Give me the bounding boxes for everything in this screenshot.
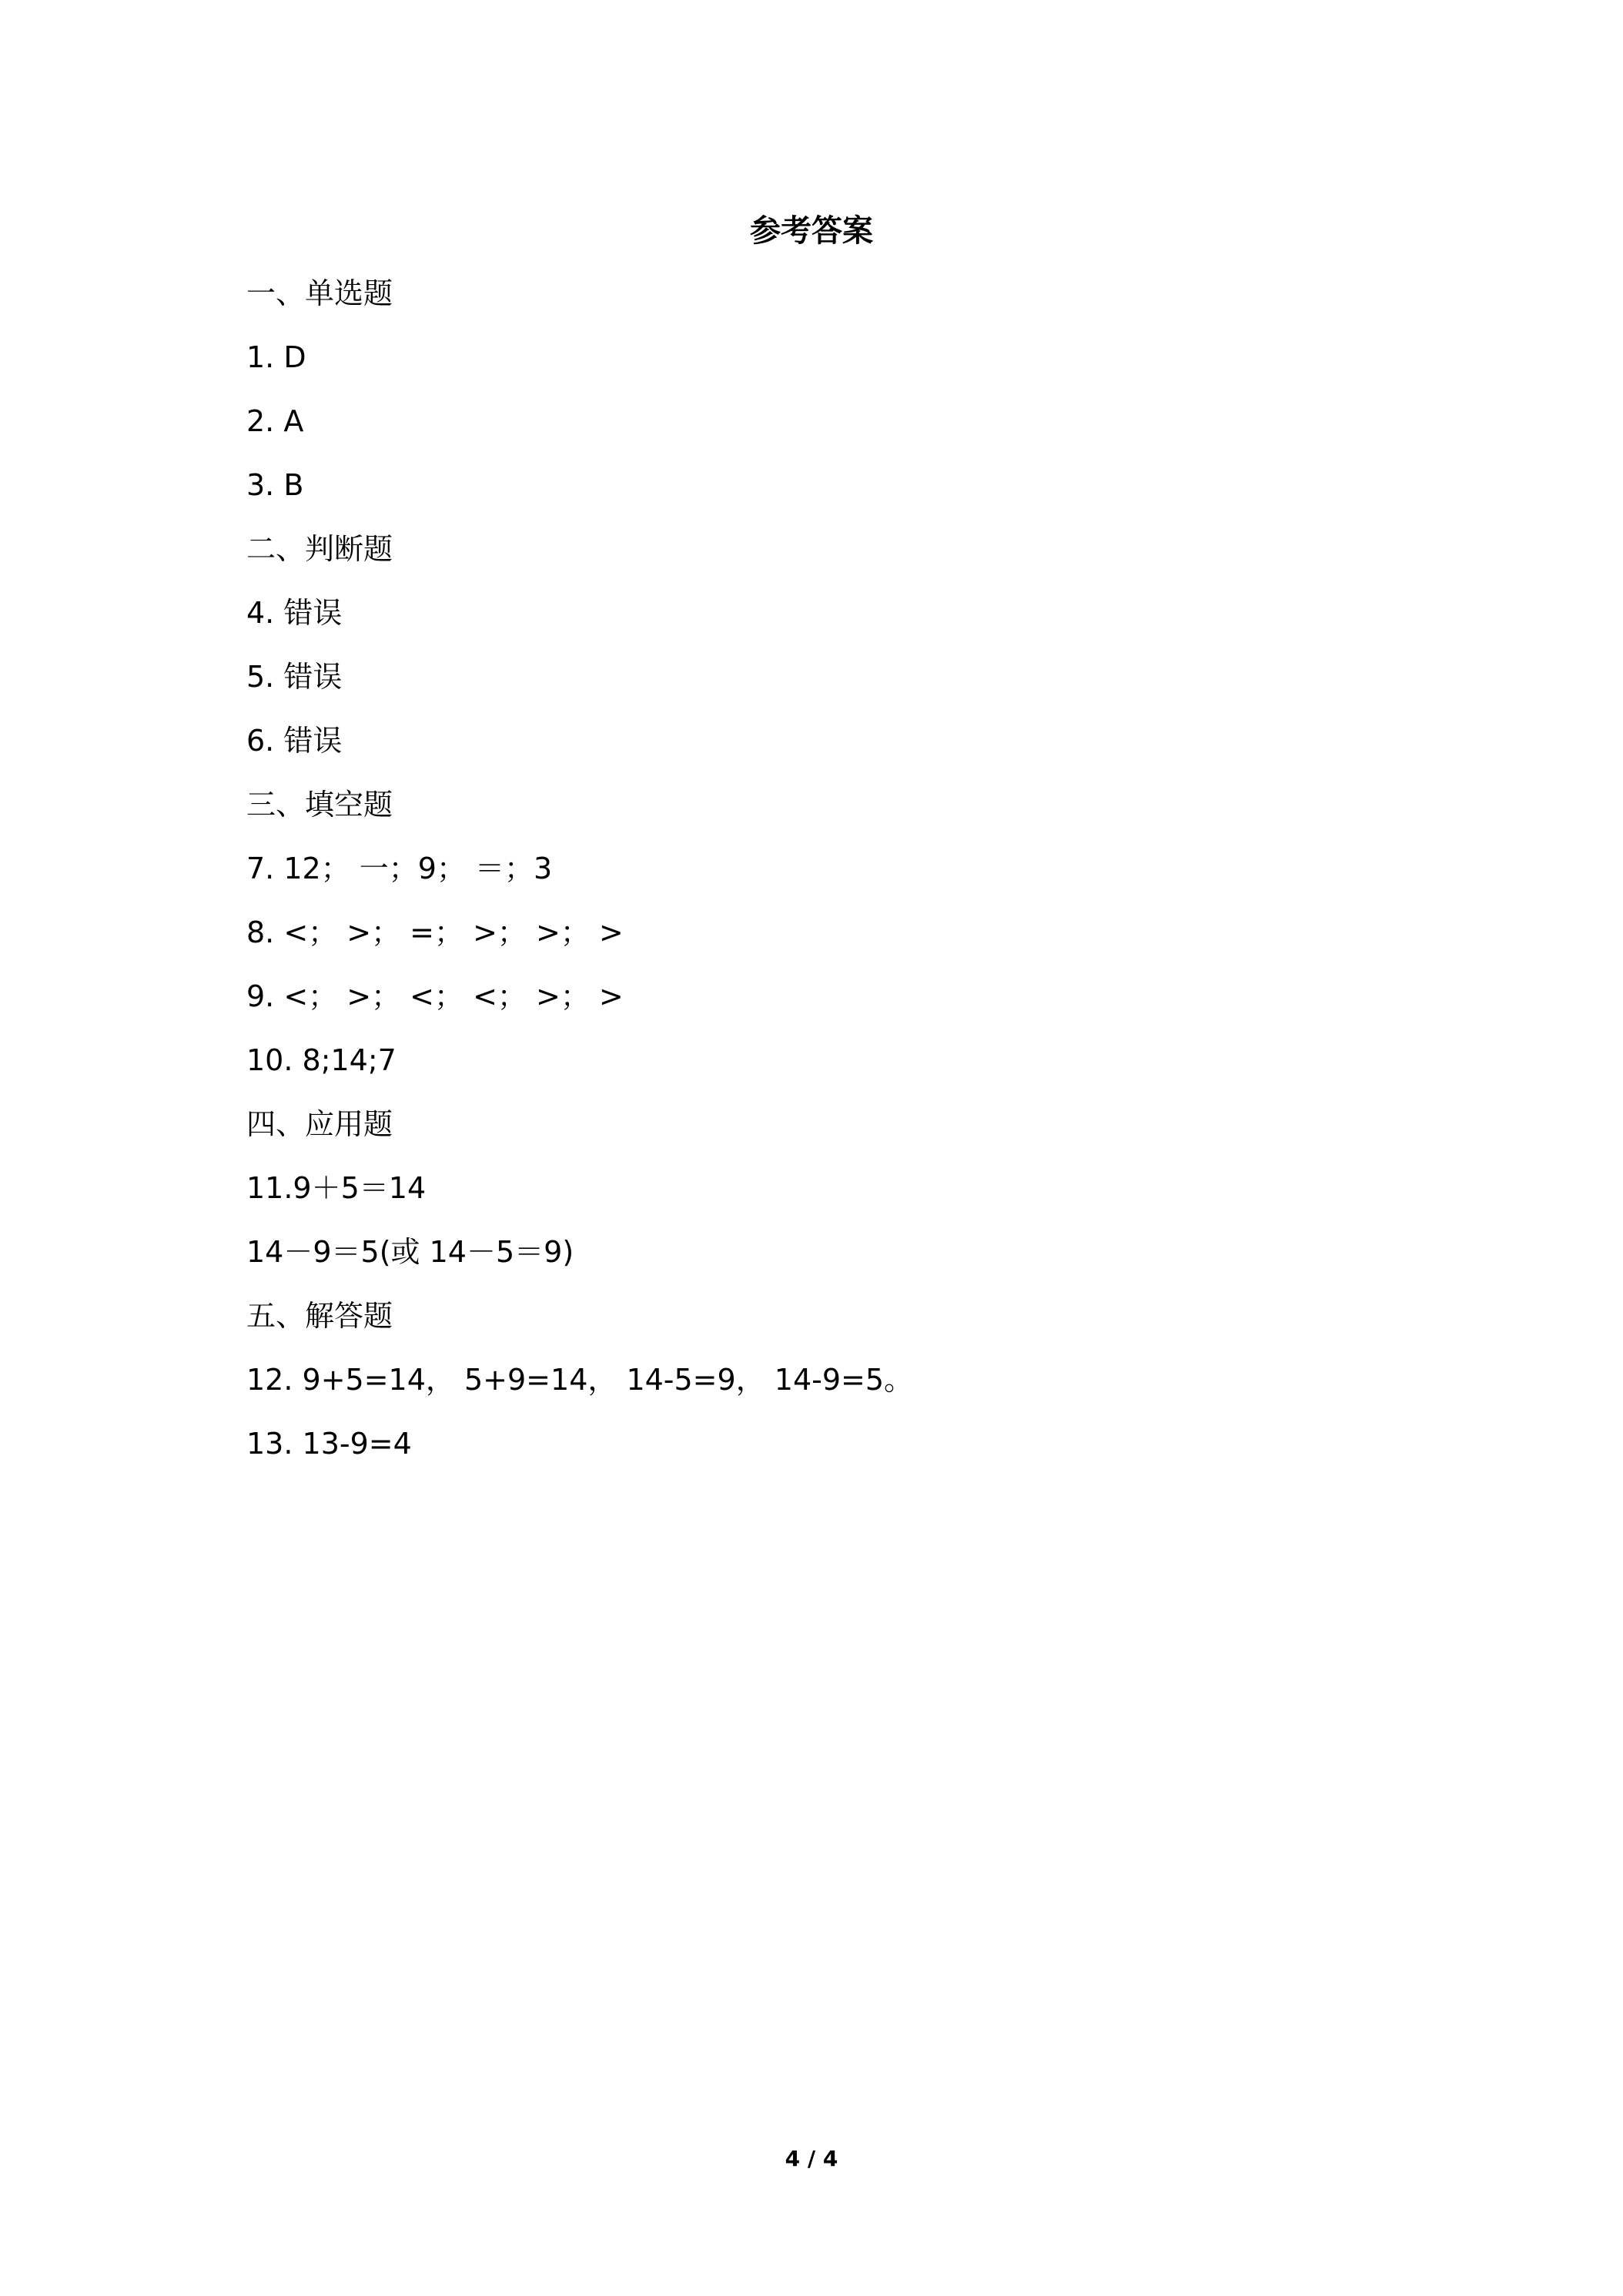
answer-item: 10. 8;14;7: [246, 1043, 397, 1077]
answer-item: 11.9＋5＝14: [246, 1171, 427, 1205]
answer-item: 12. 9+5=14， 5+9=14， 14-5=9， 14-9=5。: [246, 1363, 914, 1397]
answer-item: 13. 13-9=4: [246, 1427, 412, 1461]
answer-item: 6. 错误: [246, 724, 343, 758]
document-title: 参考答案: [750, 213, 873, 249]
section-heading-solve: 五、解答题: [246, 1299, 393, 1333]
page-number: 4 / 4: [785, 2146, 838, 2171]
section-heading-fill-blank: 三、填空题: [246, 788, 393, 822]
answer-item: 7. 12； 一；9； ＝；3: [246, 852, 553, 885]
answer-item: 9. <； >； <； <； >； >: [246, 979, 624, 1013]
answer-item: 1. D: [246, 340, 306, 374]
section-heading-true-false: 二、判断题: [246, 532, 393, 566]
answer-item: 14－9＝5(或 14－5＝9): [246, 1235, 574, 1269]
answer-item: 4. 错误: [246, 596, 343, 630]
answer-item: 2. A: [246, 404, 304, 438]
section-heading-application: 四、应用题: [246, 1107, 393, 1141]
answer-item: 5. 错误: [246, 660, 343, 694]
answer-item: 3. B: [246, 468, 304, 502]
section-heading-single-choice: 一、单选题: [246, 276, 393, 310]
answer-item: 8. <； >； =； >； >； >: [246, 915, 624, 949]
